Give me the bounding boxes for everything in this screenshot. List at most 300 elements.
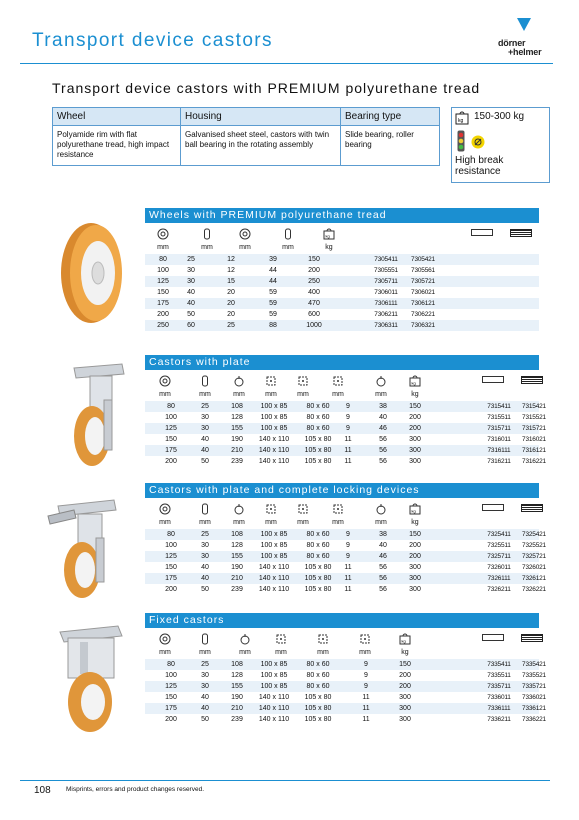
- table-cell: 175: [165, 705, 177, 712]
- wheel-diameter-icon: [159, 632, 171, 644]
- table-cell: 200: [308, 267, 320, 274]
- table-cell: 105 x 80: [304, 716, 332, 723]
- table-cell: 38: [379, 531, 387, 538]
- offset-icon: [375, 502, 387, 514]
- table-cell: 150: [165, 564, 177, 571]
- table-cell: 300: [409, 575, 421, 582]
- table-cell: 150: [399, 661, 411, 668]
- table-row: [145, 287, 539, 298]
- table-cell: 44: [269, 278, 277, 285]
- table-cell: 80 x 60: [306, 531, 330, 538]
- table-cell: 100: [165, 542, 177, 549]
- table-row: [145, 681, 546, 692]
- table-cell: 108: [231, 661, 243, 668]
- table-cell: 250: [157, 322, 169, 329]
- table-cell: 175: [157, 300, 169, 307]
- table-cell: 470: [308, 300, 320, 307]
- hub-bore-icon: [239, 227, 251, 239]
- overall-height-icon: [239, 632, 251, 644]
- break-resistance-icon: [471, 135, 485, 149]
- tread-ribbed-icon: [521, 376, 543, 384]
- overall-height-icon: [233, 502, 245, 514]
- article-number: 7336121: [522, 705, 546, 712]
- table-row: [145, 445, 546, 456]
- table-cell: 9: [346, 403, 350, 410]
- table-cell: 25: [201, 531, 209, 538]
- table-row: [145, 670, 546, 681]
- table-cell: 56: [379, 447, 387, 454]
- unit-label: mm: [282, 244, 294, 251]
- table-cell: 80 x 60: [306, 553, 330, 560]
- table-row: [145, 659, 546, 670]
- table-cell: 40: [201, 694, 209, 701]
- table-cell: 140 x 110: [258, 586, 290, 593]
- table-row: [145, 551, 546, 562]
- table-cell: 50: [201, 716, 209, 723]
- article-number: 7325721: [522, 553, 546, 560]
- article-number: 7326021: [522, 564, 546, 571]
- table-cell: 210: [231, 575, 243, 582]
- table-cell: 300: [399, 694, 411, 701]
- unit-label: mm: [159, 649, 171, 656]
- article-number: 7316121: [522, 447, 546, 454]
- castor-locking-image: [44, 488, 130, 600]
- table-cell: 140 x 110: [258, 575, 290, 582]
- unit-label: mm: [233, 519, 245, 526]
- load-capacity-icon: [409, 374, 421, 386]
- unit-label: mm: [332, 519, 344, 526]
- table-cell: 1000: [306, 322, 322, 329]
- article-number: 7325711: [487, 553, 511, 560]
- table-cell: 9: [364, 661, 368, 668]
- offset-icon: [375, 374, 387, 386]
- table-cell: 100 x 85: [260, 661, 288, 668]
- table-cell: 30: [201, 425, 209, 432]
- unit-label: mm: [275, 649, 287, 656]
- article-number: 7315721: [522, 425, 546, 432]
- unit-label: mm: [159, 391, 171, 398]
- unit-label: mm: [159, 519, 171, 526]
- table-cell: 200: [165, 716, 177, 723]
- table-cell: 9: [346, 542, 350, 549]
- spec-housing: Galvanised sheet steel, castors with twin ball bearing in the rotating assembly: [181, 126, 341, 166]
- feature-box: [451, 107, 550, 183]
- table-cell: 59: [269, 311, 277, 318]
- tread-smooth-icon: [482, 634, 504, 641]
- table-cell: 40: [379, 542, 387, 549]
- table-cell: 150: [308, 256, 320, 263]
- article-number: 7315521: [522, 414, 546, 421]
- table-cell: 25: [201, 661, 209, 668]
- table-cell: 50: [187, 311, 195, 318]
- wheel-diameter-icon: [157, 227, 169, 239]
- table-row: [145, 401, 546, 412]
- logo-text-top: dörner: [498, 38, 526, 48]
- table-cell: 59: [269, 289, 277, 296]
- table-cell: 100 x 85: [260, 672, 288, 679]
- tread-smooth-icon: [482, 504, 504, 511]
- units-row: [145, 244, 539, 253]
- table-cell: 239: [231, 716, 243, 723]
- column-icons: [145, 500, 539, 517]
- table-row: [145, 298, 539, 309]
- plate-size-icon: [275, 632, 287, 644]
- table-cell: 100 x 85: [260, 553, 288, 560]
- bolt-hole-icon: [332, 502, 344, 514]
- svg-text:kg: kg: [458, 118, 464, 124]
- article-number: 7335411: [487, 661, 511, 668]
- table-cell: 11: [344, 458, 352, 465]
- table-cell: 80 x 60: [306, 661, 330, 668]
- table-row: [145, 540, 546, 551]
- table-cell: 239: [231, 458, 243, 465]
- wheel-width-icon: [199, 632, 211, 644]
- table-cell: 80: [167, 403, 175, 410]
- bolt-hole-icon: [359, 632, 371, 644]
- article-number: 7326221: [522, 586, 546, 593]
- table-cell: 200: [157, 311, 169, 318]
- table-cell: 300: [399, 716, 411, 723]
- svg-text:kg: kg: [401, 638, 406, 644]
- section-title: Wheels with PREMIUM polyurethane tread: [145, 208, 539, 223]
- article-number: 7335721: [522, 683, 546, 690]
- table-cell: 40: [201, 436, 209, 443]
- article-number: 7335421: [522, 661, 546, 668]
- table-cell: 190: [231, 564, 243, 571]
- plate-size-icon: [265, 502, 277, 514]
- product-subtitle: Transport device castors with PREMIUM polyurethane tread: [52, 80, 481, 96]
- table-cell: 105 x 80: [304, 575, 332, 582]
- unit-label: mm: [359, 649, 371, 656]
- table-row: [145, 254, 539, 265]
- unit-label: mm: [375, 391, 387, 398]
- table-cell: 46: [379, 553, 387, 560]
- table-cell: 39: [269, 256, 277, 263]
- table-cell: 200: [409, 425, 421, 432]
- spec-table: [52, 107, 440, 166]
- article-number: 7335521: [522, 672, 546, 679]
- table-cell: 105 x 80: [304, 458, 332, 465]
- article-number: 7305411: [374, 256, 398, 263]
- table-cell: 100 x 85: [260, 531, 288, 538]
- table-cell: 11: [344, 436, 352, 443]
- article-number: 7315511: [487, 414, 511, 421]
- article-number: 7306321: [411, 322, 435, 329]
- table-cell: 105 x 80: [304, 586, 332, 593]
- column-icons: [145, 630, 539, 647]
- unit-label: mm: [317, 649, 329, 656]
- unit-label: mm: [297, 391, 309, 398]
- table-cell: 9: [364, 672, 368, 679]
- table-cell: 150: [165, 694, 177, 701]
- table-row: [145, 692, 546, 703]
- page-number: 108: [34, 785, 51, 796]
- table-cell: 11: [344, 564, 352, 571]
- svg-text:kg: kg: [325, 233, 330, 239]
- article-number: 7305421: [411, 256, 435, 263]
- article-number: 7325421: [522, 531, 546, 538]
- table-cell: 40: [201, 564, 209, 571]
- spec-header-housing: Housing: [181, 108, 341, 126]
- table-cell: 40: [201, 705, 209, 712]
- spec-bearing: Slide bearing, roller bearing: [341, 126, 440, 166]
- table-cell: 128: [231, 414, 243, 421]
- article-number: 7306011: [374, 289, 398, 296]
- article-number: 7325411: [487, 531, 511, 538]
- table-cell: 300: [399, 705, 411, 712]
- unit-label: mm: [199, 649, 211, 656]
- article-number: 7306121: [411, 300, 435, 307]
- table-row: [145, 456, 546, 467]
- table-cell: 88: [269, 322, 277, 329]
- table-row: [145, 309, 539, 320]
- article-number: 7315411: [487, 403, 511, 410]
- table-cell: 108: [231, 403, 243, 410]
- page-title: Transport device castors: [32, 30, 273, 51]
- table-cell: 105 x 80: [304, 694, 332, 701]
- article-number: 7335711: [487, 683, 511, 690]
- overall-height-icon: [233, 374, 245, 386]
- table-cell: 25: [187, 256, 195, 263]
- section-title: Castors with plate: [145, 355, 539, 370]
- table-cell: 150: [157, 289, 169, 296]
- table-cell: 400: [308, 289, 320, 296]
- article-number: 7326011: [487, 564, 511, 571]
- table-cell: 155: [231, 683, 243, 690]
- tread-ribbed-icon: [521, 634, 543, 642]
- article-number: 7326121: [522, 575, 546, 582]
- traffic-light-icon: [457, 130, 465, 152]
- plate-size-icon: [265, 374, 277, 386]
- svg-text:kg: kg: [411, 508, 416, 514]
- load-range: 150-300 kg: [474, 111, 525, 122]
- load-capacity-icon: [323, 227, 335, 239]
- table-cell: 200: [165, 586, 177, 593]
- hole-spacing-icon: [317, 632, 329, 644]
- table-cell: 100: [157, 267, 169, 274]
- hole-spacing-icon: [297, 502, 309, 514]
- article-number: 7336021: [522, 694, 546, 701]
- table-cell: 9: [346, 414, 350, 421]
- table-cell: 80 x 60: [306, 425, 330, 432]
- table-cell: 30: [201, 542, 209, 549]
- table-cell: 150: [409, 403, 421, 410]
- table-cell: 600: [308, 311, 320, 318]
- unit-label: kg: [411, 519, 419, 526]
- logo-text-bottom: +helmer: [508, 47, 542, 57]
- table-cell: 80 x 60: [306, 672, 330, 679]
- table-cell: 9: [346, 531, 350, 538]
- article-number: 7325511: [487, 542, 511, 549]
- article-number: 7336111: [487, 705, 511, 712]
- table-cell: 200: [399, 672, 411, 679]
- tread-smooth-icon: [482, 376, 504, 383]
- table-cell: 30: [201, 414, 209, 421]
- table-cell: 46: [379, 425, 387, 432]
- table-cell: 11: [344, 575, 352, 582]
- wheel-width-icon: [199, 374, 211, 386]
- article-number: 7306221: [411, 311, 435, 318]
- table-cell: 250: [308, 278, 320, 285]
- table-cell: 200: [409, 553, 421, 560]
- unit-label: kg: [325, 244, 333, 251]
- table-cell: 105 x 80: [304, 705, 332, 712]
- table-cell: 15: [227, 278, 235, 285]
- tread-smooth-icon: [471, 229, 493, 236]
- unit-label: mm: [332, 391, 344, 398]
- feature-label: High break resistance: [455, 155, 504, 177]
- table-cell: 105 x 80: [304, 447, 332, 454]
- article-number: 7306021: [411, 289, 435, 296]
- table-cell: 40: [187, 300, 195, 307]
- table-row: [145, 412, 546, 423]
- table-cell: 155: [231, 553, 243, 560]
- article-number: 7335511: [487, 672, 511, 679]
- table-cell: 150: [165, 436, 177, 443]
- table-cell: 80: [159, 256, 167, 263]
- table-row: [145, 714, 546, 725]
- table-cell: 100 x 85: [260, 683, 288, 690]
- table-cell: 300: [409, 564, 421, 571]
- table-cell: 80 x 60: [306, 542, 330, 549]
- wheel-diameter-icon: [159, 502, 171, 514]
- table-row: [145, 320, 539, 331]
- unit-label: mm: [297, 519, 309, 526]
- article-number: 7316221: [522, 458, 546, 465]
- table-cell: 50: [201, 586, 209, 593]
- unit-label: mm: [265, 391, 277, 398]
- bolt-hole-icon: [332, 374, 344, 386]
- table-cell: 140 x 110: [258, 705, 290, 712]
- table-cell: 300: [409, 447, 421, 454]
- unit-label: kg: [411, 391, 419, 398]
- table-cell: 140 x 110: [258, 447, 290, 454]
- unit-label: mm: [233, 391, 245, 398]
- weight-icon: [455, 111, 469, 125]
- table-cell: 125: [165, 553, 177, 560]
- unit-label: mm: [157, 244, 169, 251]
- table-cell: 140 x 110: [258, 458, 290, 465]
- article-number: 7306311: [374, 322, 398, 329]
- spec-wheel: Polyamide rim with flat polyurethane tread, high impact resistance: [53, 126, 181, 166]
- column-icons: [145, 372, 539, 389]
- unit-label: mm: [199, 391, 211, 398]
- column-icons: [145, 225, 539, 242]
- hub-length-icon: [282, 227, 294, 239]
- table-cell: 300: [409, 458, 421, 465]
- wheel-width-icon: [199, 502, 211, 514]
- table-cell: 40: [187, 289, 195, 296]
- article-number: 7316011: [487, 436, 511, 443]
- table-cell: 60: [187, 322, 195, 329]
- article-number: 7336221: [522, 716, 546, 723]
- unit-label: mm: [201, 244, 213, 251]
- table-cell: 11: [362, 694, 370, 701]
- table-cell: 9: [346, 553, 350, 560]
- table-row: [145, 265, 539, 276]
- table-cell: 100 x 85: [260, 414, 288, 421]
- table-cell: 30: [201, 683, 209, 690]
- table-row: [145, 584, 546, 595]
- table-cell: 11: [344, 586, 352, 593]
- table-cell: 40: [201, 447, 209, 454]
- disclaimer: Misprints, errors and product changes reserved.: [66, 786, 205, 793]
- table-row: [145, 434, 546, 445]
- article-number: 7305551: [374, 267, 398, 274]
- table-cell: 155: [231, 425, 243, 432]
- table-cell: 210: [231, 705, 243, 712]
- table-cell: 200: [409, 414, 421, 421]
- load-capacity-icon: [409, 502, 421, 514]
- article-number: 7316111: [487, 447, 511, 454]
- table-row: [145, 423, 546, 434]
- table-cell: 44: [269, 267, 277, 274]
- table-cell: 9: [364, 683, 368, 690]
- header-divider: [20, 63, 553, 64]
- fixed-castor-image: [54, 620, 128, 736]
- table-cell: 190: [231, 694, 243, 701]
- table-cell: 20: [227, 311, 235, 318]
- table-cell: 11: [362, 705, 370, 712]
- section-title: Fixed castors: [145, 613, 539, 628]
- table-cell: 125: [165, 683, 177, 690]
- table-cell: 150: [409, 531, 421, 538]
- wheel-image: [58, 218, 128, 328]
- table-cell: 80 x 60: [306, 414, 330, 421]
- article-number: 7305711: [374, 278, 398, 285]
- article-number: 7305561: [411, 267, 435, 274]
- units-row: [145, 519, 539, 528]
- table-cell: 20: [227, 300, 235, 307]
- table-cell: 105 x 80: [304, 436, 332, 443]
- unit-label: mm: [375, 519, 387, 526]
- table-cell: 30: [201, 553, 209, 560]
- table-cell: 25: [201, 403, 209, 410]
- article-number: 7316021: [522, 436, 546, 443]
- table-cell: 190: [231, 436, 243, 443]
- table-cell: 12: [227, 267, 235, 274]
- unit-label: kg: [401, 649, 409, 656]
- table-row: [145, 703, 546, 714]
- wheel-width-icon: [201, 227, 213, 239]
- table-cell: 200: [165, 458, 177, 465]
- table-cell: 80 x 60: [306, 683, 330, 690]
- table-cell: 239: [231, 586, 243, 593]
- table-cell: 175: [165, 575, 177, 582]
- table-cell: 11: [344, 447, 352, 454]
- hole-spacing-icon: [297, 374, 309, 386]
- table-cell: 20: [227, 289, 235, 296]
- table-cell: 56: [379, 458, 387, 465]
- tread-ribbed-icon: [510, 229, 532, 237]
- table-cell: 80 x 60: [306, 403, 330, 410]
- table-cell: 38: [379, 403, 387, 410]
- unit-label: mm: [199, 519, 211, 526]
- table-cell: 175: [165, 447, 177, 454]
- table-cell: 80: [167, 661, 175, 668]
- article-number: 7305721: [411, 278, 435, 285]
- table-cell: 300: [409, 586, 421, 593]
- footer-divider: [20, 780, 550, 781]
- table-cell: 125: [157, 278, 169, 285]
- table-cell: 300: [409, 436, 421, 443]
- table-cell: 100: [165, 672, 177, 679]
- table-cell: 128: [231, 542, 243, 549]
- table-cell: 25: [227, 322, 235, 329]
- units-row: [145, 391, 539, 400]
- table-cell: 9: [346, 425, 350, 432]
- section-title: Castors with plate and complete locking devices: [145, 483, 539, 498]
